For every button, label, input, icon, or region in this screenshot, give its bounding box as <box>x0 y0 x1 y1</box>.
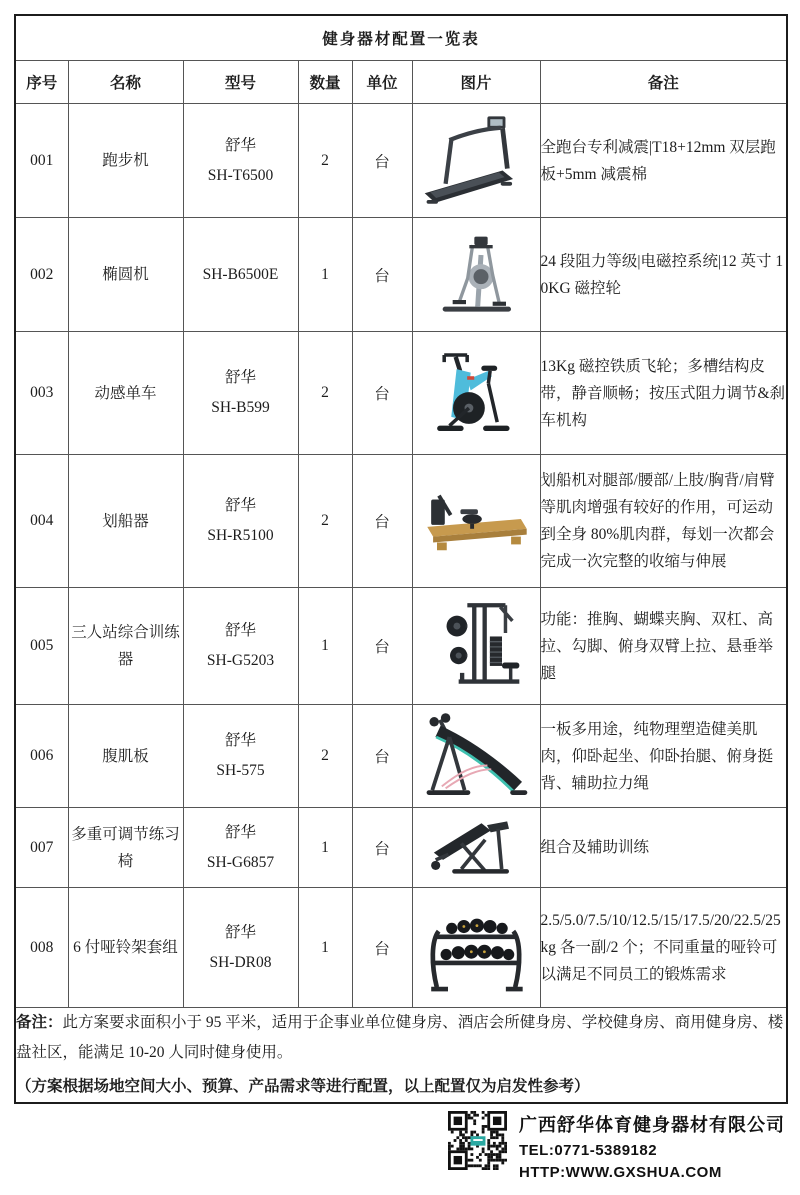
notes-text: 此方案要求面积小于 95 平米，适用于企事业单位健身房、酒店会所健身房、学校健身房、商用健身房、楼盘社区，能满足 10-20 人同时健身使用。 <box>16 1014 784 1061</box>
product-image-cell <box>412 332 540 455</box>
remark: 24 段阻力等级|电磁控系统|12 英寸 10KG 磁控轮 <box>540 218 787 332</box>
row-number: 006 <box>15 705 68 808</box>
equipment-model <box>183 332 298 455</box>
unit: 台 <box>352 104 412 218</box>
rowing-machine-image <box>417 482 535 560</box>
product-image-cell <box>412 705 540 808</box>
remark: 一板多用途，纯物理塑造健美肌肉，仰卧起坐、仰卧抬腿、俯身挺背、辅助拉力绳 <box>540 705 787 808</box>
equipment-model <box>183 808 298 888</box>
multi-station-gym-image <box>424 592 528 700</box>
brand-line: 舒华 <box>224 622 256 639</box>
notes-row <box>15 1008 787 1104</box>
quantity: 2 <box>298 455 352 588</box>
company-name: 广西舒华体育健身器材有限公司 <box>519 1115 785 1135</box>
equipment-model <box>183 104 298 218</box>
table-row <box>15 705 787 808</box>
table-row <box>15 888 787 1008</box>
remark: 组合及辅助训练 <box>540 808 787 888</box>
model-line: SH-R5100 <box>207 527 274 544</box>
row-number: 007 <box>15 808 68 888</box>
unit: 台 <box>352 455 412 588</box>
unit: 台 <box>352 588 412 705</box>
quantity: 1 <box>298 218 352 332</box>
brand-line: 舒华 <box>224 732 256 749</box>
equipment-name: 6 付哑铃架套组 <box>68 888 183 1008</box>
dumbbell-rack-image <box>420 899 532 997</box>
row-number: 008 <box>15 888 68 1008</box>
equipment-name: 多重可调节练习椅 <box>68 808 183 888</box>
unit: 台 <box>352 808 412 888</box>
equipment-name: 三人站综合训练器 <box>68 588 183 705</box>
quantity: 2 <box>298 332 352 455</box>
equipment-table <box>14 14 788 1104</box>
notes-disclaimer: （方案根据场地空间大小、预算、产品需求等进行配置，以上配置仅为启发性参考） <box>16 1078 590 1095</box>
unit: 台 <box>352 888 412 1008</box>
equipment-name: 动感单车 <box>68 332 183 455</box>
remark: 全跑台专利减震|T18+12mm 双层跑板+5mm 减震棉 <box>540 104 787 218</box>
equipment-name: 椭圆机 <box>68 218 183 332</box>
product-image-cell <box>412 588 540 705</box>
notes-label: 备注： <box>16 1014 63 1031</box>
equipment-model <box>183 888 298 1008</box>
adjustable-bench-image <box>421 812 531 884</box>
elliptical-image <box>426 225 526 325</box>
unit: 台 <box>352 705 412 808</box>
page-title: 健身器材配置一览表 <box>15 15 787 61</box>
equipment-model <box>183 455 298 588</box>
website-url: HTTP:WWW.GXSHUA.COM <box>519 1164 722 1181</box>
row-number: 005 <box>15 588 68 705</box>
col-header-qty: 数量 <box>298 61 352 104</box>
table-row <box>15 218 787 332</box>
header-row <box>15 61 787 104</box>
sit-up-bench-image <box>419 710 533 802</box>
table-row <box>15 104 787 218</box>
brand-line: 舒华 <box>224 136 256 154</box>
col-header-unit: 单位 <box>352 61 412 104</box>
quantity: 2 <box>298 705 352 808</box>
model-line: SH-B6500E <box>202 265 279 283</box>
equipment-name: 腹肌板 <box>68 705 183 808</box>
brand-line: 舒华 <box>224 823 256 841</box>
col-header-remark: 备注 <box>540 61 787 104</box>
quantity: 2 <box>298 104 352 218</box>
qr-code-icon <box>448 1111 507 1170</box>
brand-line: 舒华 <box>224 369 256 386</box>
model-line: SH-B599 <box>211 399 270 416</box>
product-image-cell <box>412 104 540 218</box>
product-image-cell <box>412 455 540 588</box>
table-row <box>15 808 787 888</box>
product-image-cell <box>412 218 540 332</box>
remark: 2.5/5.0/7.5/10/12.5/15/17.5/20/22.5/25kg 各一副/2 个；不同重量的哑铃可以满足不同员工的锻炼需求 <box>540 888 787 1008</box>
row-number: 003 <box>15 332 68 455</box>
model-line: SH-DR08 <box>209 953 272 971</box>
col-header-image: 图片 <box>412 61 540 104</box>
col-header-index: 序号 <box>15 61 68 104</box>
notes-cell <box>15 1008 787 1104</box>
remark: 功能：推胸、蝴蝶夹胸、双杠、高拉、勾脚、俯身双臂上拉、悬垂举腿 <box>540 588 787 705</box>
equipment-model <box>183 218 298 332</box>
row-number: 001 <box>15 104 68 218</box>
equipment-model <box>183 705 298 808</box>
spin-bike-image <box>423 341 529 445</box>
phone-number: TEL:0771-5389182 <box>519 1142 658 1159</box>
table-row <box>15 332 787 455</box>
unit: 台 <box>352 332 412 455</box>
unit: 台 <box>352 218 412 332</box>
brand-line: 舒华 <box>224 923 256 941</box>
table-row <box>15 588 787 705</box>
equipment-name: 跑步机 <box>68 104 183 218</box>
quantity: 1 <box>298 588 352 705</box>
remark: 13Kg 磁控铁质飞轮；多槽结构皮带，静音顺畅；按压式阻力调节&刹车机构 <box>540 332 787 455</box>
brand-line: 舒华 <box>224 497 256 514</box>
company-info <box>519 1111 785 1181</box>
remark: 划船机对腿部/腰部/上肢/胸背/肩臂等肌肉增强有较好的作用，可运动到全身 80%肌肉群，每划一次都会完成一次完整的收缩与伸展 <box>540 455 787 588</box>
col-header-model: 型号 <box>183 61 298 104</box>
treadmill-image <box>419 113 533 209</box>
model-line: SH-G6857 <box>206 853 275 871</box>
model-line: SH-575 <box>216 762 265 779</box>
equipment-model <box>183 588 298 705</box>
product-image-cell <box>412 888 540 1008</box>
product-image-cell <box>412 808 540 888</box>
row-number: 002 <box>15 218 68 332</box>
footer <box>0 1100 800 1181</box>
model-line: SH-G5203 <box>206 652 275 669</box>
table-row <box>15 455 787 588</box>
row-number: 004 <box>15 455 68 588</box>
equipment-sheet <box>14 14 786 1104</box>
equipment-name: 划船器 <box>68 455 183 588</box>
title-row <box>15 15 787 61</box>
quantity: 1 <box>298 888 352 1008</box>
quantity: 1 <box>298 808 352 888</box>
col-header-name: 名称 <box>68 61 183 104</box>
model-line: SH-T6500 <box>207 166 274 184</box>
